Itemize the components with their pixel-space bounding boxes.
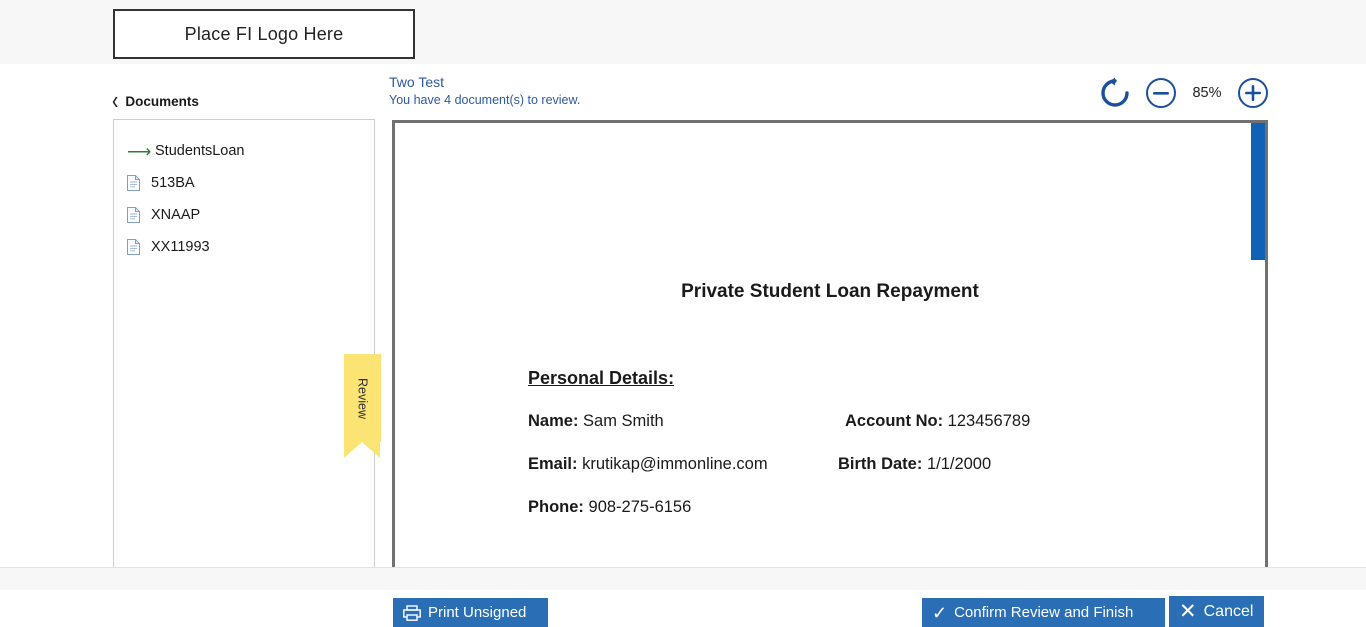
field-phone-label: Phone: (528, 498, 584, 516)
field-email-value: krutikap@immonline.com (582, 455, 768, 473)
field-name-label: Name: (528, 412, 579, 430)
zoom-toolbar (1098, 76, 1268, 110)
work-area (0, 64, 1366, 623)
field-phone-value: 908-275-6156 (588, 498, 692, 516)
zoom-level: 85% (1192, 85, 1222, 101)
bottom-bar (0, 567, 1366, 590)
viewer-scrollbar-thumb[interactable] (1251, 123, 1265, 260)
list-item[interactable] (114, 167, 374, 199)
list-item[interactable] (114, 231, 374, 263)
refresh-icon[interactable] (1098, 76, 1132, 110)
viewer-scrollbar[interactable] (1251, 123, 1265, 581)
section-heading: Personal Details: (528, 368, 675, 388)
document-title: Private Student Loan Repayment (681, 281, 979, 302)
review-tab-point (344, 442, 380, 458)
zoom-out-button[interactable] (1146, 78, 1176, 108)
chevron-left-icon: ‹ (112, 87, 119, 116)
document-viewer[interactable] (392, 120, 1268, 584)
document-page (395, 123, 1265, 581)
user-name: Two Test (389, 74, 444, 90)
cancel-button[interactable] (1169, 596, 1264, 627)
cancel-label: Cancel (1203, 602, 1254, 620)
top-bar (0, 0, 1366, 65)
list-item[interactable] (114, 199, 374, 231)
logo-placeholder: Place FI Logo Here (113, 9, 415, 59)
document-icon (127, 207, 140, 223)
field-birth-date-value: 1/1/2000 (926, 455, 992, 473)
field-birth-date-label: Birth Date: (838, 455, 923, 473)
list-item-label: 513BA (151, 175, 195, 191)
review-tab[interactable] (344, 354, 381, 458)
field-name (528, 412, 664, 431)
printer-icon (403, 605, 421, 621)
review-tab-label: Review (355, 377, 370, 419)
list-item-label: XX11993 (151, 239, 210, 255)
document-icon (127, 175, 140, 191)
confirm-review-label: Confirm Review and Finish (954, 604, 1134, 621)
field-account-no-value: 123456789 (947, 412, 1031, 430)
field-email-label: Email: (528, 455, 578, 473)
back-to-documents-button[interactable] (112, 87, 199, 116)
field-account-no-label: Account No: (845, 412, 944, 430)
check-icon: ✓ (932, 602, 948, 623)
review-notice: You have 4 document(s) to review. (389, 93, 581, 107)
field-phone (528, 498, 691, 517)
list-item-label: StudentsLoan (155, 143, 245, 159)
field-email (528, 455, 768, 474)
list-item[interactable] (114, 135, 374, 167)
field-account-no (845, 412, 1030, 431)
zoom-in-button[interactable] (1238, 78, 1268, 108)
print-unsigned-button[interactable] (393, 598, 548, 627)
document-list (113, 119, 375, 584)
header-info (389, 73, 580, 109)
confirm-review-button[interactable] (922, 598, 1165, 627)
back-to-documents-label: Documents (125, 94, 199, 109)
document-icon (127, 239, 140, 255)
arrow-right-icon: ⟶ (127, 141, 152, 161)
list-item-label: XNAAP (151, 207, 201, 223)
close-icon: ✕ (1179, 600, 1197, 623)
field-name-value: Sam Smith (583, 412, 664, 430)
print-unsigned-label: Print Unsigned (428, 604, 527, 621)
field-birth-date (838, 455, 991, 474)
